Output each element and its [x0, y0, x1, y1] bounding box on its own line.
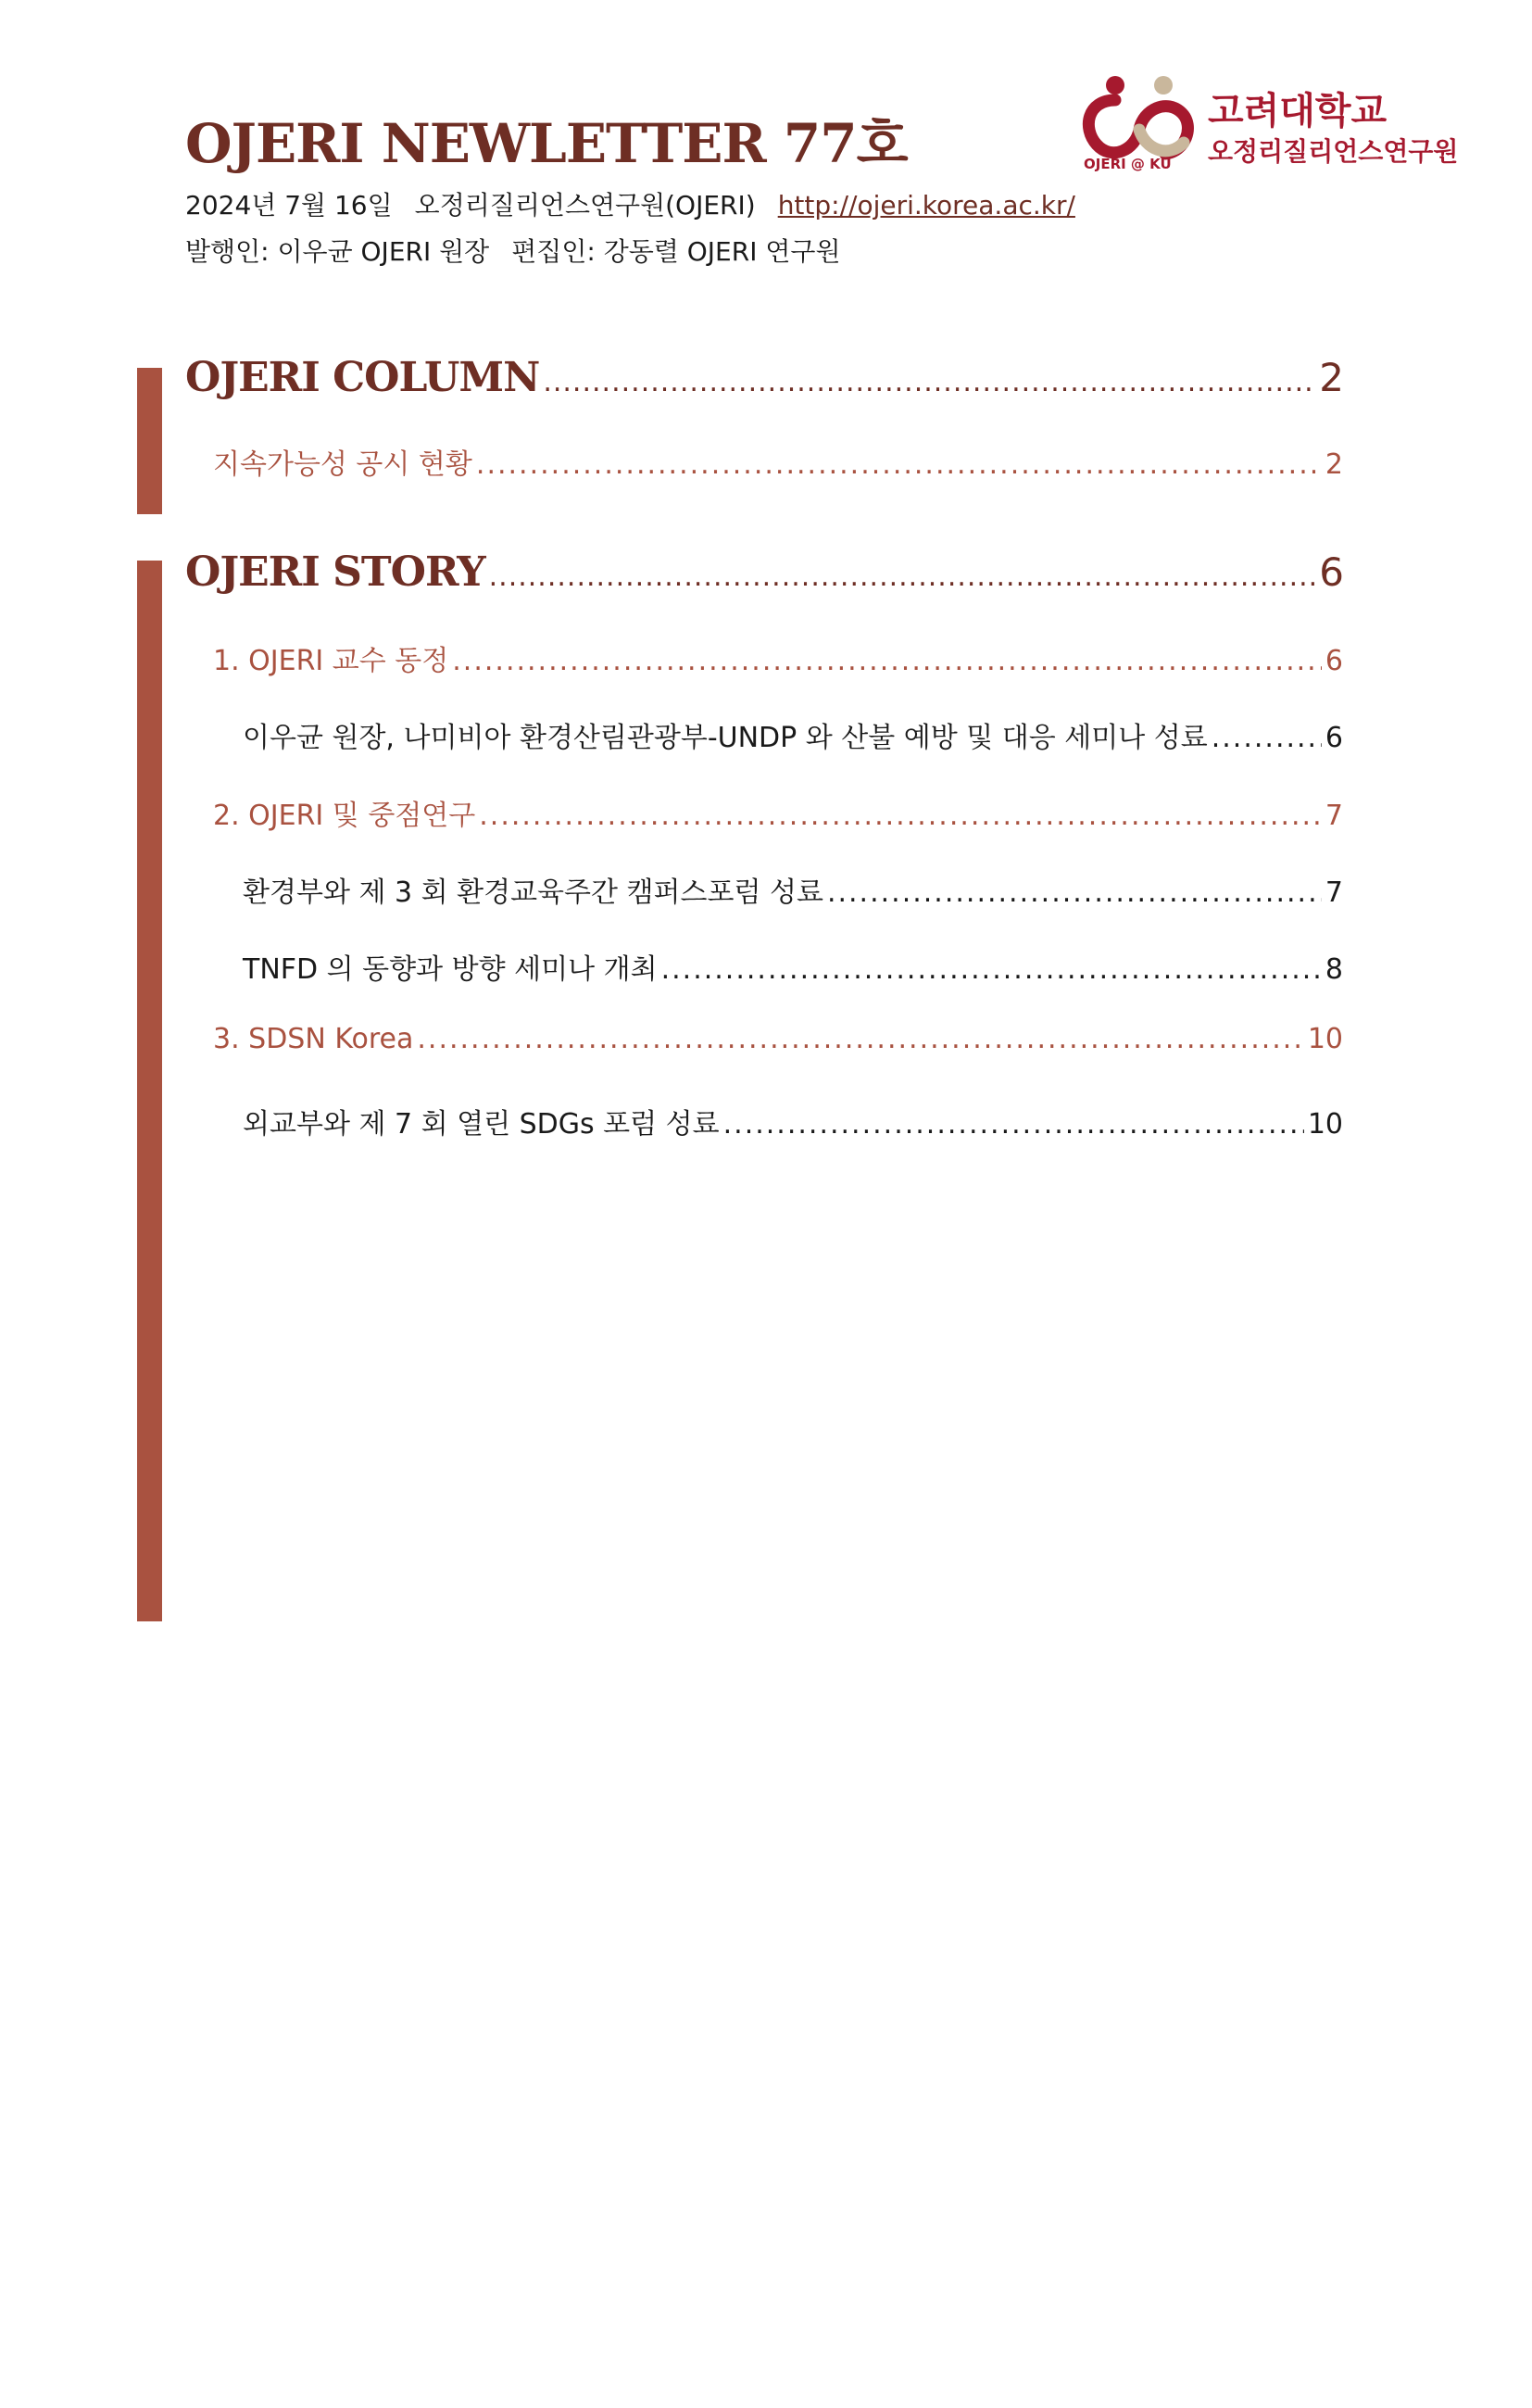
website-link[interactable]: http://ojeri.korea.ac.kr/: [777, 190, 1075, 221]
toc-page-number: 7: [1325, 800, 1343, 832]
university-logo: [1078, 72, 1467, 174]
issue-date: 2024년 7월 16일: [185, 190, 393, 221]
editor: 편집인: 강동렬 OJERI 연구원: [511, 236, 841, 267]
logo-mark-icon: [1078, 72, 1197, 172]
toc-label: OJERI COLUMN: [185, 354, 540, 401]
column-section-bar: [137, 368, 162, 514]
toc-heading-story[interactable]: [185, 548, 1343, 596]
toc-page-number: 10: [1307, 1023, 1343, 1055]
logo-mark-text: OJERI @ KU: [1084, 156, 1172, 172]
toc-label: 외교부와 제 7 회 열린 SDGs 포럼 성료: [243, 1108, 720, 1141]
institute-name: 오정리질리언스연구원(OJERI): [414, 190, 756, 221]
toc-page-number: 7: [1325, 876, 1343, 909]
toc-leader: [543, 366, 1315, 398]
toc-leader: [417, 1023, 1303, 1055]
toc-page-number: 6: [1319, 549, 1343, 595]
publisher: 발행인: 이우균 OJERI 원장: [185, 236, 490, 267]
toc-heading-column[interactable]: [185, 354, 1343, 401]
toc-section-faculty-news[interactable]: [213, 637, 1343, 678]
toc-page-number: 6: [1325, 645, 1343, 677]
meta-line-2: [185, 232, 841, 269]
toc-label: 2. OJERI 및 중점연구: [213, 800, 476, 832]
toc-label: OJERI STORY: [185, 548, 485, 596]
toc-leader: [452, 645, 1322, 677]
toc-label: TNFD 의 동향과 방향 세미나 개최: [243, 953, 658, 986]
toc-label: 환경부와 제 3 회 환경교육주간 캠퍼스포럼 성료: [243, 876, 823, 909]
toc-label: 지속가능성 공시 현황: [213, 448, 472, 481]
story-section-bar: [137, 561, 162, 1621]
toc-leader: [476, 448, 1322, 481]
toc-page-number: 10: [1307, 1108, 1343, 1141]
toc-section-key-research[interactable]: [213, 792, 1343, 833]
toc-item-sdgs-forum[interactable]: [243, 1101, 1343, 1141]
toc-leader: [489, 561, 1316, 593]
toc-leader: [827, 876, 1322, 909]
toc-leader: [661, 953, 1322, 986]
toc-section-sdsn-korea[interactable]: [213, 1023, 1343, 1055]
logo-institute-name: 오정리질리언스연구원: [1208, 136, 1459, 167]
toc-item-namibia-seminar[interactable]: [243, 714, 1343, 755]
toc-leader: [723, 1108, 1304, 1141]
toc-label: 1. OJERI 교수 동정: [213, 645, 449, 677]
toc-item-sustainability-disclosure[interactable]: [213, 441, 1343, 482]
toc-leader: [1212, 722, 1322, 754]
meta-line-1: [185, 185, 1075, 222]
toc-label: 이우균 원장, 나미비아 환경산림관광부-UNDP 와 산불 예방 및 대응 세미나 성료: [243, 722, 1208, 754]
toc-page-number: 2: [1325, 448, 1343, 481]
toc-page-number: 8: [1325, 953, 1343, 986]
newsletter-title: OJERI NEWLETTER 77호: [185, 112, 908, 175]
toc-item-tnfd-seminar[interactable]: [243, 946, 1343, 987]
toc-item-campus-forum[interactable]: [243, 869, 1343, 910]
toc-page-number: 6: [1325, 722, 1343, 754]
toc-label: 3. SDSN Korea: [213, 1023, 414, 1055]
logo-university-name: 고려대학교: [1208, 90, 1388, 132]
toc-leader: [479, 800, 1322, 832]
toc-page-number: 2: [1319, 355, 1343, 400]
